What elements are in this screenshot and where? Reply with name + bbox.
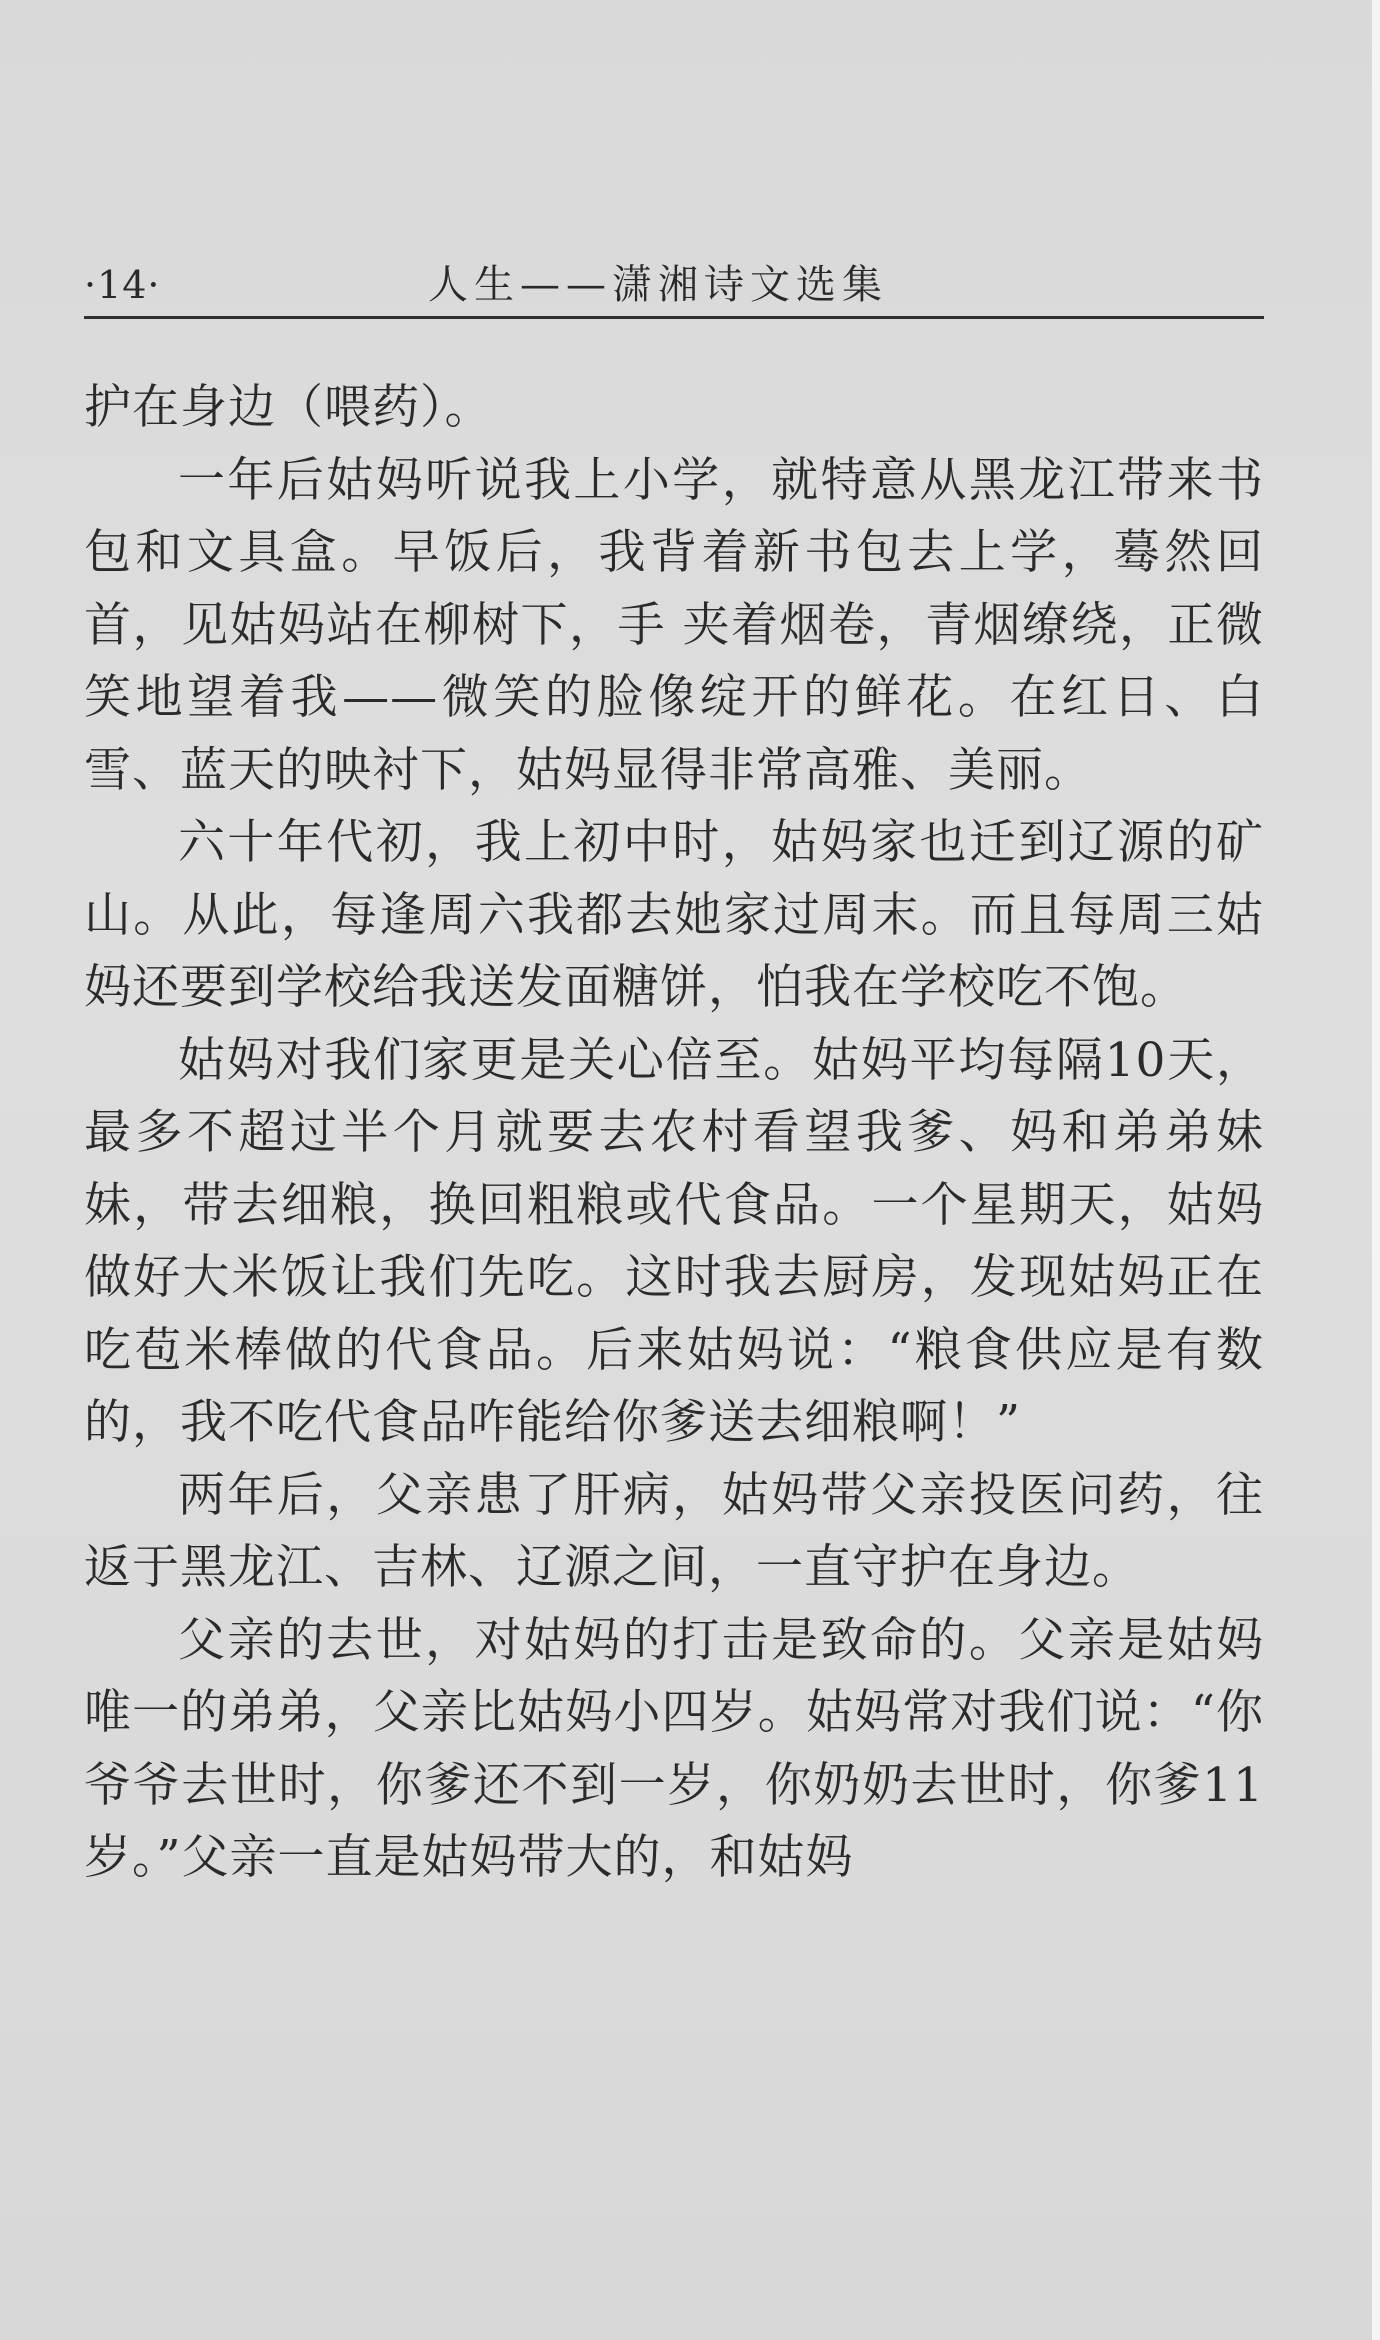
- paragraph-4: 姑妈对我们家更是关心倍至。姑妈平均每隔10天，最多不超过半个月就要去农村看望我爹、妈和弟弟妹妹，带去细粮，换回粗粮或代食品。一个星期天，姑妈做好大米饭让我们先吃。这时我去厨房，发现姑妈正在吃苞米棒做的代食品。后来姑妈说：“粮食供应是有数的，我不吃代食品咋能给你爹送去细粮啊！”: [84, 1032, 1264, 1450]
- paragraph-3: 六十年代初，我上初中时，姑妈家也迁到辽源的矿山。从此，每逢周六我都去她家过周末。而且每周三姑妈还要到学校给我送发面糖饼，怕我在学校吃不饱。: [84, 815, 1264, 1015]
- paragraph-2: 一年后姑妈听说我上小学，就特意从黑龙江带来书包和文具盒。早饭后，我背着新书包去上学，蓦然回首，见姑妈站在柳树下，手 夹着烟卷，青烟缭绕，正微笑地望着我——微笑的脸像绽开的鲜花。在红日、白雪、蓝天的映衬下，姑妈显得非常高雅、美丽。: [84, 452, 1264, 798]
- header-rule: [84, 316, 1264, 319]
- page-edge: [1372, 0, 1380, 2340]
- body-text: [84, 372, 1264, 1895]
- page-number: ·14·: [84, 263, 161, 307]
- paragraph-5: 两年后，父亲患了肝病，姑妈带父亲投医问药，往返于黑龙江、吉林、辽源之间，一直守护在身边。: [84, 1467, 1264, 1595]
- running-title: 人生——潇湘诗文选集: [428, 262, 888, 308]
- paragraph-1: 护在身边（喂药）。: [84, 380, 493, 435]
- page-header: [84, 258, 1264, 312]
- paragraph-6: 父亲的去世，对姑妈的打击是致命的。父亲是姑妈唯一的弟弟，父亲比姑妈小四岁。姑妈常对我们说：“你爷爷去世时，你爹还不到一岁，你奶奶去世时，你爹11岁。”父亲一直是姑妈带大的，和姑妈: [84, 1612, 1264, 1885]
